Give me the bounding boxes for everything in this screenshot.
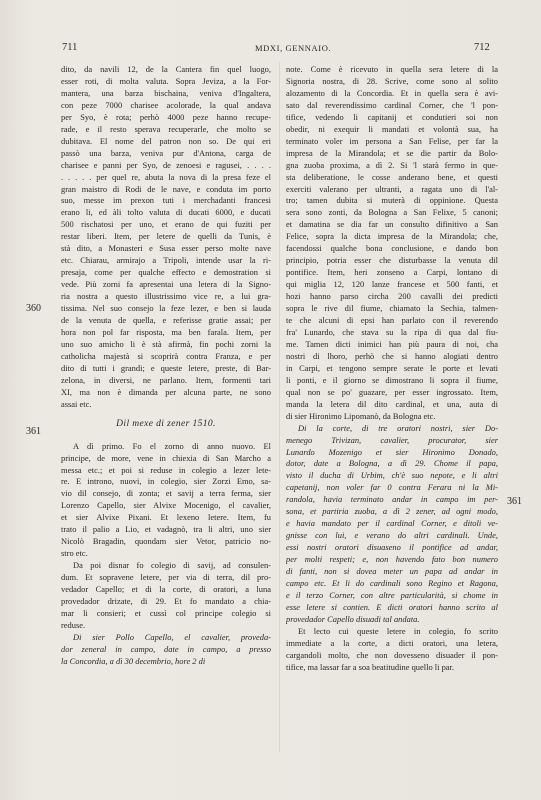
- text-line: re. E introno, nuovi, in colegio, sier Zorzi Emo, sa-: [61, 476, 271, 487]
- text-line: presaja, come per qualche effecto e demostration si: [61, 267, 271, 278]
- text-line: uno suo amicho li è stà afirmà, fin pochi zorni la: [61, 338, 271, 349]
- text-line: de la venuta de quella, e referisse gratie assai; per: [61, 315, 271, 326]
- left-paragraph-4: [61, 632, 271, 668]
- text-line: hozi hanno parso circha 200 cavalli dei predicti: [286, 291, 498, 302]
- text-line: visto il ducha di Urbim, ch'è suo nepote, e li altri: [286, 470, 498, 481]
- text-line: impresa de la Mirandola; et se die partir da Bolo-: [286, 147, 498, 158]
- text-line: con peze 7000 charisee acolorade, la qual andava: [61, 99, 271, 110]
- text-line: provedador drizate, di 29. Et fo mandato a chia-: [61, 595, 271, 606]
- text-line: gran maistro di Rodi de le nave, e conduta im porto: [61, 183, 271, 194]
- text-line: qui miglia 12, 120 lanze francese et 500 fanti, et: [286, 279, 498, 290]
- text-line: catholicha majestà si scoprirà contra Franza, e per: [61, 350, 271, 361]
- text-line: dotor, date a Bologna, a dì 29. Chome il papa,: [286, 458, 498, 469]
- text-line: tifice, vedendo li capitanij et condutieri soi non: [286, 111, 498, 122]
- text-line: menego Trivizan, cavalier, procurator, sier: [286, 434, 498, 445]
- text-line: stro etc.: [61, 548, 88, 559]
- text-line: gna zuoba proxima, a dì 2. Si 'l starà fermo in que-: [286, 159, 498, 170]
- text-line: immediate a la corte, a dicti oratori, una letera,: [286, 637, 498, 648]
- text-line: sona, et partiria zuoba, a dì 2 zener, ad ogni modo,: [286, 506, 498, 517]
- text-line: note. Come è ricevuto in quella sera letere di la: [286, 64, 498, 74]
- text-line: qual non se po' guazare, per esser ingrossato. Item,: [286, 386, 498, 397]
- text-line: facendossi qualche bona conclusione, e dando bon: [286, 243, 498, 254]
- text-line: . . . . . per quel re, abuta la nova di la presa feze el: [61, 171, 271, 182]
- text-line: campo etc. Et li do cardinali sono Regino et Ragona,: [286, 577, 498, 588]
- text-line: A dì primo. Fo el zorno di anno nuovo. El: [73, 440, 271, 451]
- text-line: et damatina se dia far un consulto difinitivo a San: [286, 219, 498, 230]
- text-line: tifice, ma lassar far a soa beatitudine quello li par.: [286, 661, 454, 672]
- text-line: Di la corte, di tre oratori nostri, sier Do-: [298, 422, 498, 433]
- text-line: la Concordia, a dì 30 decembrio, hore 2 di: [61, 655, 206, 666]
- right-paragraph-1: [286, 64, 498, 423]
- right-paragraph-2: [286, 423, 498, 626]
- text-line: di sier Hironimo Lipomanò, da Bologna etc.: [286, 410, 436, 421]
- margin-number-left-361: 361: [26, 426, 41, 437]
- text-line: vedador Capello; et di la corte, di oratori, a luna: [61, 584, 271, 595]
- text-line: stà dito, a Monasteri e Susa esser perso molte nave: [61, 243, 271, 254]
- text-line: per Syo, è rota; perhò 4000 peze hanno recupe-: [61, 111, 271, 122]
- column-divider: [279, 62, 280, 752]
- text-line: e havia mandato per il cardinal Corner, e ditoli ve-: [286, 518, 498, 529]
- text-line: esse letere si contien. E dicti oratori hanno scrito al: [286, 601, 498, 612]
- text-line: Felice, sopra la dicta impresa de la Mirandola; che,: [286, 231, 498, 242]
- text-line: per molti respeti; e, non havendo fato bon numero: [286, 554, 498, 565]
- text-line: cargandoli molto, che non dovesseno disuader il pon-: [286, 649, 498, 660]
- text-line: essi nostri oratori disuaseno il pontifice ad andar,: [286, 542, 498, 553]
- left-paragraph-1: [61, 64, 271, 411]
- page-number-left: 711: [62, 42, 78, 53]
- text-line: sopra le rive dil fiume, chiamato la Sechia, talmen-: [286, 303, 498, 314]
- text-line: capetanij, non voler far 0 contra Ferara ni la Mi-: [286, 482, 498, 493]
- text-line: dor zeneral in campo, date in campo, a presso: [61, 643, 271, 654]
- right-paragraph-3: [286, 626, 498, 674]
- text-line: di fanti, non si dovea meter un papa ad andar in: [286, 566, 498, 577]
- text-line: li ponti, e il giorno se dimostrano li sopra il fiume,: [286, 374, 498, 385]
- text-line: mantera, una barza bischaina, veniva d'Ingaltera,: [61, 87, 271, 98]
- text-line: etc. Chiarau, armirajo a Tripoli, intende usar la ri-: [61, 255, 271, 266]
- text-line: exerciti valerano per ultranti, a ragata uno di l'al-: [286, 183, 498, 194]
- text-line: Signoria nostra, di 28. Scrive, come sono al solito: [286, 75, 498, 86]
- text-line: vio dil consejo, di zonta; et savij a terra ferma, sier: [61, 488, 271, 499]
- text-line: principio, potria esser che disturbasse la venuta dil: [286, 255, 498, 266]
- text-line: dubitava. El nome del patron non so. De qui eri: [61, 135, 271, 146]
- left-column: [61, 64, 271, 668]
- text-line: Nicolò Bragadin, quondam sier Vetor, patricio no-: [61, 536, 271, 547]
- text-line: mar li consieri; et cussì col principe colegio si: [61, 607, 271, 618]
- running-title: MDXI, GENNAIO.: [255, 43, 332, 53]
- left-paragraph-2: [61, 441, 271, 561]
- text-line: me. Tamen dicti inimici han più paura di noi, cha: [286, 338, 498, 349]
- text-line: hora non pol far risposta, ma ben farala. Item, per: [61, 326, 271, 337]
- text-line: XI, ma non è dimanda per alcuna parte, ne sono: [61, 386, 271, 397]
- text-line: dito, da navili 12, de la Cantera fin quel luogo,: [61, 64, 271, 74]
- text-line: zelona, in diversi, ne parlano. Item, formenti tari: [61, 374, 271, 385]
- right-column: [286, 64, 498, 674]
- text-line: messa etc.; et poi si reduse in colegio a lezer lete-: [61, 464, 271, 475]
- text-line: et sier Alvixe Pixani. Et lexeno letere. Item, fu: [61, 512, 271, 523]
- text-line: Lunardo Mozenigo et sier Hironimo Donado,: [286, 446, 498, 457]
- text-line: ria nostra a questo illustrissimo vice re, a lui gra-: [61, 291, 271, 302]
- text-line: randola, havia terminato andar in campo im per-: [286, 494, 498, 505]
- text-line: provedador Capello disuadi tal andata.: [286, 613, 420, 624]
- text-line: pontifice. Item, heri zonseno a Carpi, lontano di: [286, 267, 498, 278]
- text-line: tro; tamen dubita si muterà di oppinione. Questa: [286, 195, 498, 206]
- text-line: sta deliberatione, le cosse anderano bene, et questi: [286, 171, 498, 182]
- text-line: assai etc.: [61, 398, 92, 409]
- text-line: reduse.: [61, 619, 86, 630]
- text-line: erano li, ed àli tolto valuta di ducati 6000, e ducati: [61, 207, 271, 218]
- text-line: Lorenzo Capello, sier Alvixe Mocenigo, el cavalier,: [61, 500, 271, 511]
- margin-number-right-361: 361: [507, 496, 522, 507]
- left-paragraph-3: [61, 560, 271, 632]
- text-line: 500 rischatosi per uno, et erano de qui fuziti per: [61, 219, 271, 230]
- text-line: Et lecto cui queste letere in colegio, fo scrito: [298, 625, 498, 636]
- text-line: rade, e il resto sperava recuperarle, che molto se: [61, 123, 271, 134]
- text-line: in Carpi, et tengono sempre serate le porte et levati: [286, 362, 498, 373]
- text-line: te che alcuni di epsi han parlato con il reverendo: [286, 315, 498, 326]
- text-line: alozamento di la Concordia. Et in quella sera è avi-: [286, 87, 498, 98]
- margin-number-left-360: 360: [26, 303, 41, 314]
- section-heading: Dil mexe di zener 1510.: [116, 418, 216, 429]
- text-line: principe, de more, vene in chiexia di San Marcho a: [61, 452, 271, 463]
- text-line: sera sono zonti, da Bologna a San Felixe, 5 canoni;: [286, 207, 498, 218]
- text-line: manda la letera dil dito cardinal, et una, auta di: [286, 398, 498, 409]
- text-line: obedir, ni exequir li mandati et volontà sua, ha: [286, 123, 498, 134]
- text-line: esser roti, di molta valuta. Sopra Jeviza, a la For-: [61, 75, 271, 86]
- text-line: passò una barza, veniva pur d'Antona, carga de: [61, 147, 271, 158]
- text-line: dito di tutti i grandi; e queste letere, preste, di Bar-: [61, 362, 271, 373]
- text-line: vede. Più zorni fa apresentai una letera di la Signo-: [61, 279, 271, 290]
- text-line: Da poi disnar fo colegio di savij, ad consulen-: [73, 560, 271, 571]
- page-header: [0, 42, 541, 58]
- text-line: terminato voler im persona a San Felise, per far la: [286, 135, 498, 146]
- text-line: tissima. Nel suo consejo la feze lezer, e ben si lauda: [61, 303, 271, 314]
- text-line: trato il palio a Lio, et vadagnò, tra li altri, uno sier: [61, 524, 271, 535]
- text-line: suo, messe im prexon tuti i merchadanti francesi: [61, 195, 271, 206]
- text-line: fra' Lunardo, che stava su la ripa di qua dal fiu-: [286, 326, 498, 337]
- text-line: gnisse con lui, e verano do altri cardinali. Unde,: [286, 530, 498, 541]
- text-line: e il terzo Corner, con altre particularità, si chome in: [286, 589, 498, 600]
- text-line: sato dal reverendissimo cardinal Corner, che 'l pon-: [286, 99, 498, 110]
- text-line: nostri di lhoro, perhò che si hanno alogiati dentro: [286, 350, 498, 361]
- page-number-right: 712: [474, 42, 490, 53]
- text-line: dum. Et sopravene letere, per via di terra, dil pro-: [61, 572, 271, 583]
- text-line: charisee e panni per Syo, de zenoesi e ragusei, . . . .: [61, 159, 271, 170]
- text-line: Di sier Pollo Capello, el cavalier, proveda-: [73, 631, 271, 642]
- text-line: restar liberi. Item, per letere de quelli da Tunis, è: [61, 231, 271, 242]
